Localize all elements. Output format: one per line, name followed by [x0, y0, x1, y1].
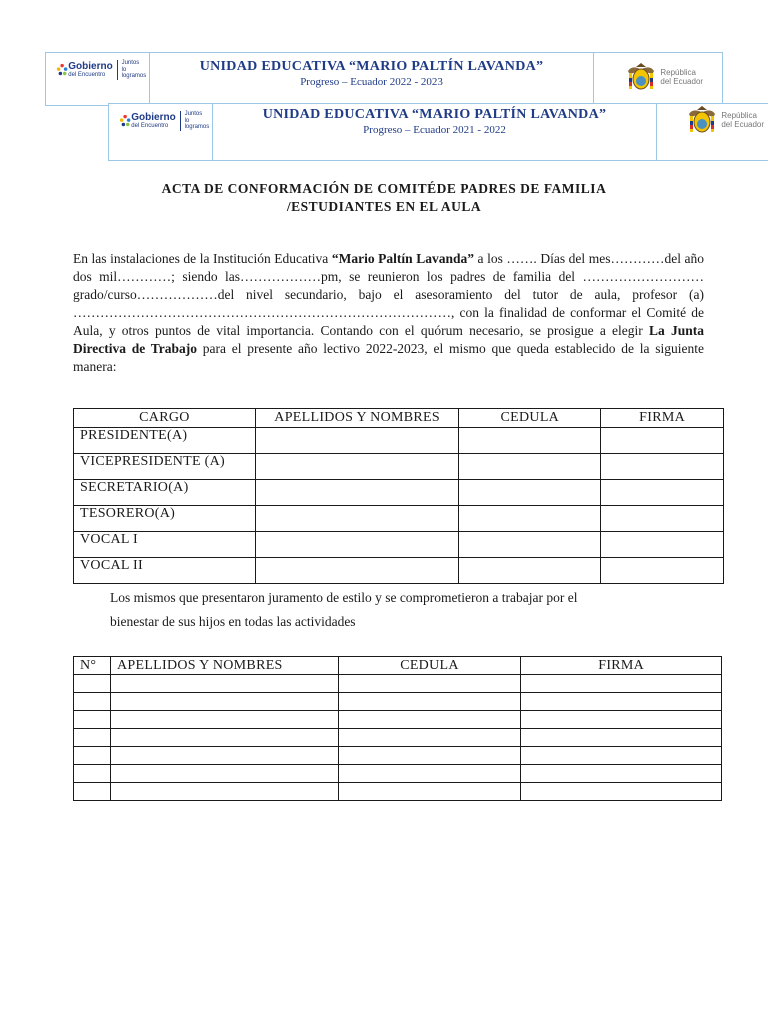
board-table: [73, 408, 724, 584]
school-cell: [150, 53, 595, 105]
name-cell[interactable]: [255, 454, 459, 480]
signature-cell[interactable]: [601, 532, 724, 558]
signature-cell[interactable]: [521, 747, 722, 765]
gobierno-logo: [56, 60, 149, 80]
attendance-header-firma: FIRMA: [521, 657, 722, 675]
id-cell[interactable]: [459, 428, 601, 454]
signature-cell[interactable]: [521, 693, 722, 711]
signature-cell[interactable]: [601, 428, 724, 454]
board-header-cedula: CEDULA: [459, 409, 601, 428]
name-cell[interactable]: [110, 747, 338, 765]
name-cell[interactable]: [110, 711, 338, 729]
number-cell[interactable]: [74, 747, 111, 765]
republic-line2: del Ecuador: [660, 77, 704, 86]
oath-note: [110, 586, 710, 634]
name-cell[interactable]: [255, 480, 459, 506]
gobierno-sub: del Encuentro: [131, 123, 169, 129]
number-cell[interactable]: [74, 765, 111, 783]
table-row: [74, 558, 724, 584]
republic-line1: República: [660, 68, 696, 78]
table-row: [74, 765, 722, 783]
header-back: [108, 103, 768, 161]
school-period: Progreso – Ecuador 2021 - 2022: [363, 124, 506, 136]
id-cell[interactable]: [459, 480, 601, 506]
republic-cell: [657, 104, 768, 160]
name-cell[interactable]: [255, 558, 459, 584]
intro-text: [73, 250, 704, 376]
signature-cell[interactable]: [521, 675, 722, 693]
intro-board-name: La Junta Directiva de Trabajo: [73, 323, 704, 356]
oath-note-line1: Los mismos que presentaron juramento de estilo y se comprometieron a trabajar por el: [110, 590, 578, 605]
school-name: UNIDAD EDUCATIVA “MARIO PALTÍN LAVANDA”: [199, 59, 544, 74]
id-cell[interactable]: [338, 711, 521, 729]
document-title-line1: ACTA DE CONFORMACIÓN DE COMITÉDE PADRES DE FAMILIA: [161, 181, 607, 196]
school-name: UNIDAD EDUCATIVA “MARIO PALTÍN LAVANDA”: [262, 107, 607, 122]
id-cell[interactable]: [459, 454, 601, 480]
id-cell[interactable]: [338, 693, 521, 711]
intro-paragraph: [73, 250, 704, 376]
id-cell[interactable]: [338, 729, 521, 747]
signature-cell[interactable]: [601, 480, 724, 506]
intro-school-name: “Mario Paltín Lavanda”: [331, 251, 474, 266]
name-cell[interactable]: [110, 765, 338, 783]
table-row: [74, 729, 722, 747]
table-row: [74, 711, 722, 729]
table-row: [74, 783, 722, 801]
name-cell[interactable]: [110, 783, 338, 801]
document-title-line2: /ESTUDIANTES EN EL AULA: [286, 199, 482, 214]
attendance-header-nombres: APELLIDOS Y NOMBRES: [110, 657, 338, 675]
gobierno-star-icon: [56, 62, 68, 78]
attendance-table-header: [74, 657, 722, 675]
table-row: [74, 532, 724, 558]
gobierno-star-icon: [119, 113, 131, 129]
signature-cell[interactable]: [601, 506, 724, 532]
document-title: [100, 180, 668, 216]
gobierno-wordmark: [131, 113, 175, 129]
gobierno-tagline-2: lo logramos: [121, 66, 147, 80]
gov-logo-cell: [46, 53, 150, 105]
number-cell[interactable]: [74, 783, 111, 801]
signature-cell[interactable]: [521, 765, 722, 783]
gobierno-tagline-2: lo logramos: [184, 117, 210, 131]
table-row: [74, 747, 722, 765]
gov-logo-cell: [109, 104, 213, 160]
school-period: Progreso – Ecuador 2022 - 2023: [300, 76, 443, 88]
signature-cell[interactable]: [521, 711, 722, 729]
role-cell: TESORERO(A): [74, 506, 256, 532]
signature-cell[interactable]: [521, 783, 722, 801]
role-cell: VICEPRESIDENTE (A): [74, 454, 256, 480]
id-cell[interactable]: [459, 532, 601, 558]
role-cell: SECRETARIO(A): [74, 480, 256, 506]
republic-line2: del Ecuador: [721, 120, 765, 129]
board-header-nombres: APELLIDOS Y NOMBRES: [255, 409, 459, 428]
gobierno-divider: [117, 60, 118, 80]
table-row: [74, 428, 724, 454]
gobierno-tagline-1: Juntos: [184, 111, 203, 118]
id-cell[interactable]: [338, 783, 521, 801]
header-front: [45, 52, 723, 106]
gobierno-tagline: [185, 111, 212, 131]
attendance-header-cedula: CEDULA: [338, 657, 521, 675]
table-row: [74, 506, 724, 532]
name-cell[interactable]: [255, 428, 459, 454]
role-cell: VOCAL II: [74, 558, 256, 584]
number-cell[interactable]: [74, 675, 111, 693]
number-cell[interactable]: [74, 711, 111, 729]
republic-line1: República: [721, 111, 757, 121]
signature-cell[interactable]: [521, 729, 722, 747]
id-cell[interactable]: [459, 558, 601, 584]
role-cell: VOCAL I: [74, 532, 256, 558]
intro-part1: En las instalaciones de la Institución Educativa: [73, 251, 332, 266]
gobierno-tagline-1: Juntos: [121, 60, 140, 67]
republic-text: [721, 112, 764, 130]
gobierno-tagline: [122, 60, 149, 80]
table-row: [74, 693, 722, 711]
attendance-header-number: N°: [74, 657, 111, 675]
republic-logo: [687, 104, 764, 138]
gobierno-logo: [119, 111, 212, 131]
republic-cell: [594, 53, 722, 105]
table-row: [74, 480, 724, 506]
table-row: [74, 454, 724, 480]
name-cell[interactable]: [255, 532, 459, 558]
intro-part2: a los ……. Días del mes…………del año dos mil…………; siendo las………………pm, se reunieron los padres de familia del ………………………grado/curso………………del nivel secundario, bajo el asesoramiento del tutor de aula, profesor (a) …………………………………………………………………………, con la finalidad de conformar el Comité de Aula, y otros puntos de vital importancia. Contando con el quórum necesario, se prosigue a elegir: [73, 251, 704, 338]
board-header-firma: FIRMA: [601, 409, 724, 428]
republic-logo: [626, 61, 703, 95]
signature-cell[interactable]: [601, 558, 724, 584]
ecuador-coat-of-arms-icon: [626, 61, 656, 95]
board-table-header: [74, 409, 724, 428]
id-cell[interactable]: [338, 765, 521, 783]
gobierno-word: Gobierno: [131, 112, 176, 123]
id-cell[interactable]: [459, 506, 601, 532]
name-cell[interactable]: [110, 693, 338, 711]
table-row: [74, 675, 722, 693]
number-cell[interactable]: [74, 729, 111, 747]
school-cell: [213, 104, 658, 160]
name-cell[interactable]: [255, 506, 459, 532]
role-cell: PRESIDENTE(A): [74, 428, 256, 454]
gobierno-wordmark: [68, 62, 112, 78]
board-header-cargo: CARGO: [74, 409, 256, 428]
gobierno-sub: del Encuentro: [68, 72, 106, 78]
gobierno-word: Gobierno: [68, 61, 113, 72]
republic-text: [660, 69, 703, 87]
attendance-table: [73, 656, 722, 801]
name-cell[interactable]: [110, 729, 338, 747]
number-cell[interactable]: [74, 693, 111, 711]
gobierno-divider: [180, 111, 181, 131]
ecuador-coat-of-arms-icon: [687, 104, 717, 138]
id-cell[interactable]: [338, 675, 521, 693]
name-cell[interactable]: [110, 675, 338, 693]
id-cell[interactable]: [338, 747, 521, 765]
oath-note-line2: bienestar de sus hijos en todas las actividades: [110, 614, 356, 629]
intro-part3: para el presente año lectivo 2022-2023, el mismo que queda establecido de la siguiente manera:: [73, 341, 704, 374]
signature-cell[interactable]: [601, 454, 724, 480]
